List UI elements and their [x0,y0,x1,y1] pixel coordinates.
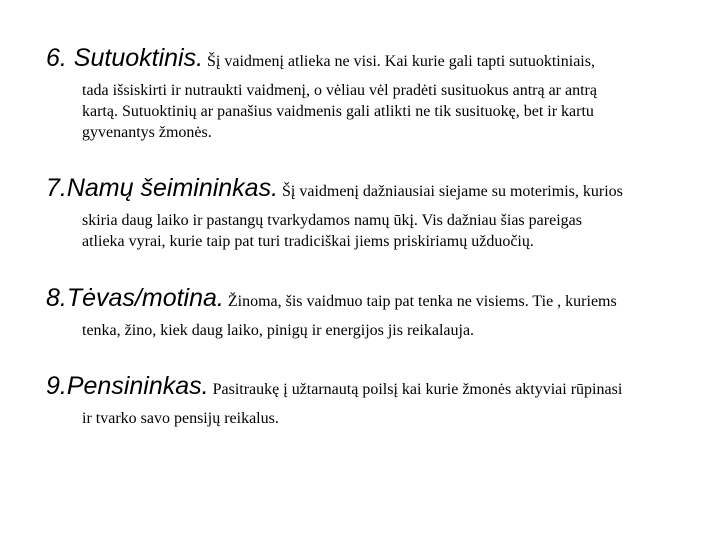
section-heading: 7.Namų šeimininkas. [46,174,279,202]
section-namu-seimininkas [46,174,686,252]
section-sutuoktinis [46,44,686,143]
section-body [82,80,692,143]
section-body [82,320,692,341]
section-lead-text: Žinoma, šis vaidmuo taip pat tenka ne visiems. Tie , kuriems [227,293,617,310]
section-heading-line [46,174,686,206]
section-heading-line [46,44,686,76]
section-body [82,210,692,252]
body-line: atlieka vyrai, kurie taip pat turi tradiciškai jiems priskiriamų užduočių. [82,233,534,250]
section-heading: 9.Pensininkas. [46,372,209,400]
section-lead-text: Šį vaidmenį atlieka ne visi. Kai kurie gali tapti sutuoktiniais, [207,53,595,70]
section-heading-line [46,284,686,316]
section-heading: 8.Tėvas/motina. [46,284,224,312]
section-tevas-motina [46,284,686,341]
body-line: tada išsiskirti ir nutraukti vaidmenį, o vėliau vėl pradėti susituokus antrą ar antrą [82,82,597,99]
section-lead-text: Šį vaidmenį dažniausiai siejame su moterimis, kurios [282,183,623,200]
body-line: kartą. Sutuoktinių ar panašius vaidmenis gali atlikti ne tik susituokę, bet ir kartu [82,103,594,120]
body-line: tenka, žino, kiek daug laiko, pinigų ir energijos jis reikalauja. [82,322,475,339]
section-heading-line [46,372,686,404]
body-line: gyvenantys žmonės. [82,124,212,141]
section-heading: 6. Sutuoktinis. [46,44,204,72]
section-lead-text: Pasitraukę į užtarnautą poilsį kai kurie žmonės aktyviai rūpinasi [212,381,623,398]
body-line: ir tvarko savo pensijų reikalus. [82,410,279,427]
section-pensininkas [46,372,686,429]
section-body [82,408,692,429]
body-line: skiria daug laiko ir pastangų tvarkydamos namų ūkį. Vis dažniau šias pareigas [82,212,582,229]
